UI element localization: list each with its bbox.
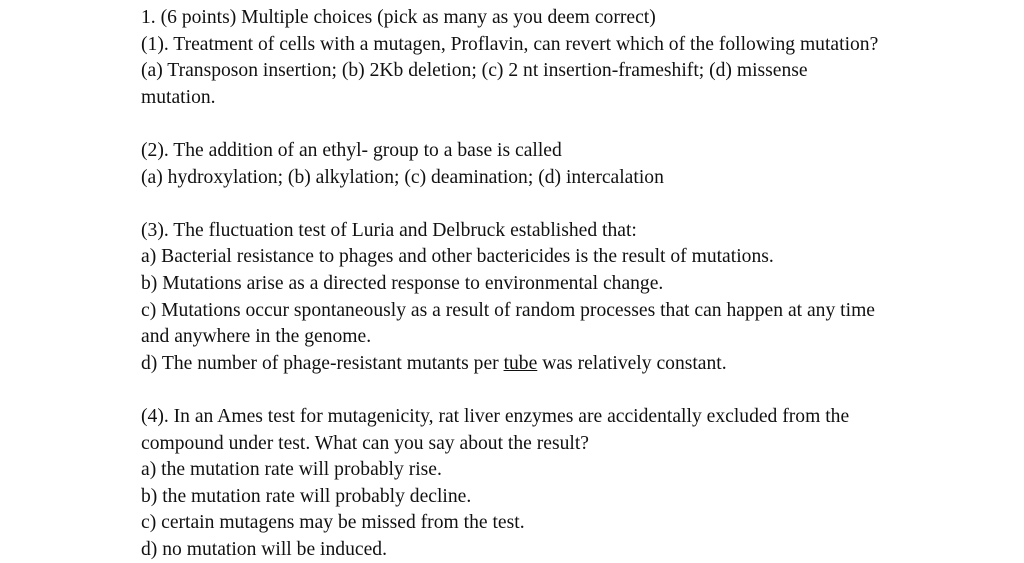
question-2: [141, 138, 1021, 191]
question-2-options: (a) hydroxylation; (b) alkylation; (c) deamination; (d) intercalation: [141, 166, 664, 188]
question-4-option-a: a) the mutation rate will probably rise.: [141, 459, 442, 481]
section-header: 1. (6 points) Multiple choices (pick as many as you deem correct): [141, 7, 656, 28]
question-3-option-b: b) Mutations arise as a directed response to environmental change.: [141, 272, 664, 294]
question-3-option-d: [141, 351, 1021, 378]
question-4-option-d: d) no mutation will be induced.: [141, 538, 387, 560]
question-1: [141, 32, 1021, 112]
option-d-prefix: d) The number of phage-resistant mutants per: [141, 352, 504, 374]
question-4-option-b: b) the mutation rate will probably decline.: [141, 485, 472, 507]
question-4: [141, 404, 1021, 563]
question-1-options: (a) Transposon insertion; (b) 2Kb deletion; (c) 2 nt insertion-frameshift; (d) missense: [141, 60, 808, 82]
question-4-option-c: c) certain mutagens may be missed from the test.: [141, 512, 525, 534]
question-1-options-continued: mutation.: [141, 86, 216, 108]
option-d-underlined-word: tube: [503, 352, 538, 374]
spacer: [141, 111, 1021, 138]
question-1-text: (1). Treatment of cells with a mutagen, Proflavin, can revert which of the following mutation?: [141, 33, 879, 55]
question-3: [141, 218, 1021, 378]
question-4-text-continued: compound under test. What can you say about the result?: [141, 432, 589, 454]
question-3-option-a: a) Bacterial resistance to phages and other bactericides is the result of mutations.: [141, 246, 774, 268]
question-3-text: (3). The fluctuation test of Luria and Delbruck established that:: [141, 219, 637, 241]
spacer: [141, 191, 1021, 218]
option-d-suffix: was relatively constant.: [537, 352, 727, 374]
question-4-text: (4). In an Ames test for mutagenicity, rat liver enzymes are accidentally excluded from the: [141, 405, 850, 427]
exam-page: [141, 5, 1021, 563]
question-3-option-c: c) Mutations occur spontaneously as a result of random processes that can happen at any time: [141, 299, 876, 321]
question-3-option-c-continued: and anywhere in the genome.: [141, 326, 372, 348]
spacer: [141, 377, 1021, 404]
question-2-text: (2). The addition of an ethyl- group to a base is called: [141, 139, 562, 161]
